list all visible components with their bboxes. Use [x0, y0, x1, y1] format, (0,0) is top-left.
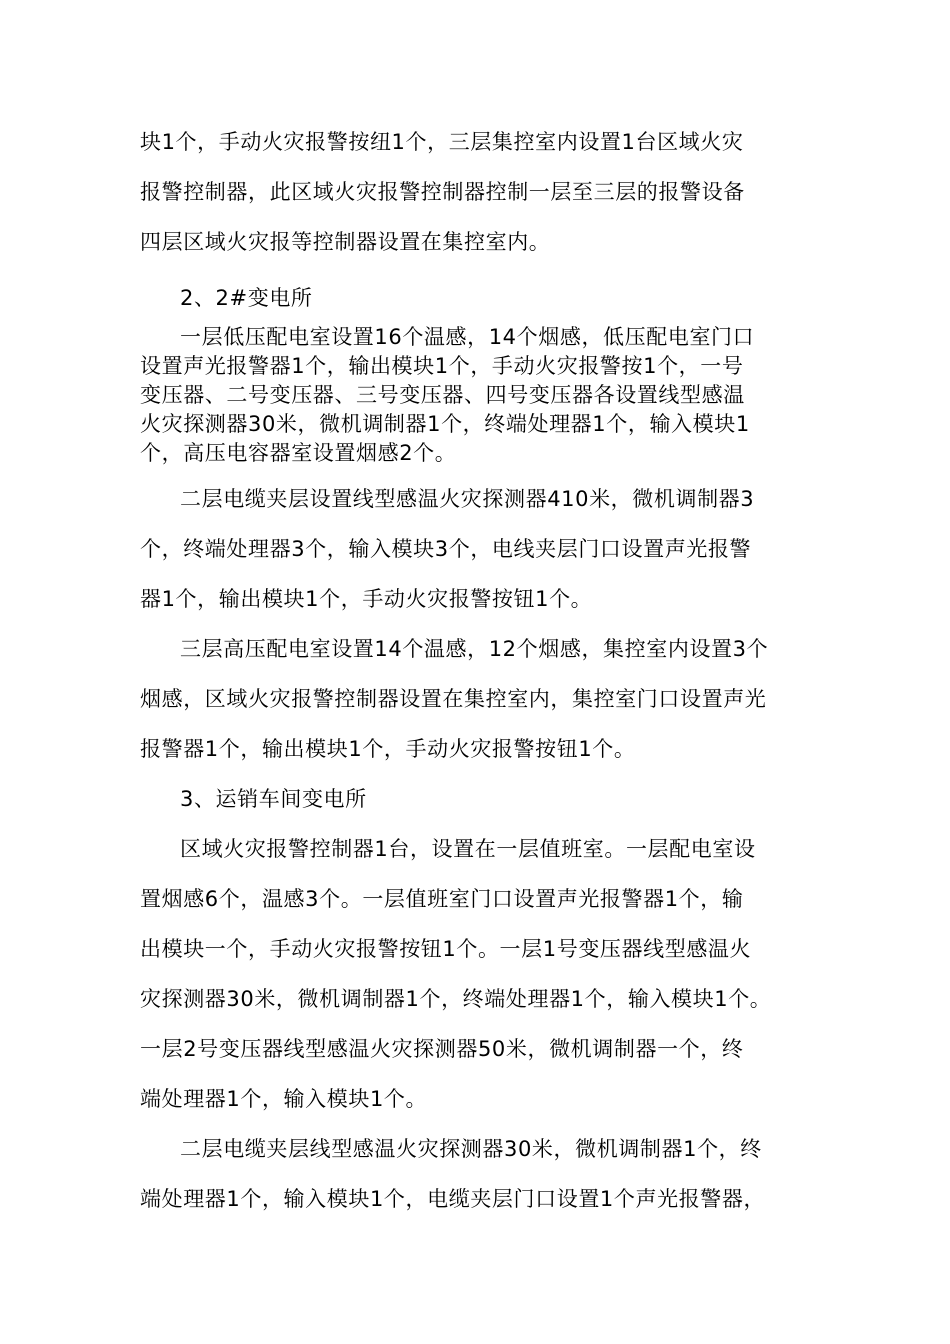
text-line: 火灾探测器30米，微机调制器1个，终端处理器1个，输入模块1	[140, 412, 750, 436]
paragraph-2-1	[140, 323, 830, 468]
top-spacer	[140, 0, 830, 117]
text-line: 烟感，区域火灾报警控制器设置在集控室内，集控室门口设置声光	[140, 687, 767, 711]
text-line: 块1个，手动火灾报警按纽1个，三层集控室内设置1台区域火灾	[140, 130, 744, 154]
text-line: 报警器1个，输出模块1个，手动火灾报警按钮1个。	[140, 737, 636, 761]
text-line: 二层电缆夹层线型感温火灾探测器30米，微机调制器1个，终	[180, 1137, 762, 1161]
document-body	[140, 0, 830, 1224]
text-line: 器1个，输出模块1个，手动火灾报警按钮1个。	[140, 587, 593, 611]
text-line: 二层电缆夹层设置线型感温火灾探测器410米，微机调制器3	[180, 487, 755, 511]
text-line: 置烟感6个，温感3个。一层值班室门口设置声光报警器1个，输	[140, 887, 744, 911]
text-line: 四层区域火灾报等控制器设置在集控室内。	[140, 230, 551, 254]
text-line: 一层低压配电室设置16个温感，14个烟感，低压配电室门口	[180, 325, 755, 349]
section-heading-2: 2、2#变电所	[180, 286, 313, 310]
paragraph-2-3	[140, 624, 830, 774]
text-line: 灾探测器30米，微机调制器1个，终端处理器1个，输入模块1个。	[140, 987, 772, 1011]
text-line: 区域火灾报警控制器1台，设置在一层值班室。一层配电室设	[180, 837, 756, 861]
paragraph-3-1	[140, 824, 830, 1124]
text-line: 出模块一个，手动火灾报警按钮1个。一层1号变压器线型感温火	[140, 937, 752, 961]
text-line: 一层2号变压器线型感温火灾探测器50米，微机调制器一个，终	[140, 1037, 744, 1061]
paragraph-3-2	[140, 1124, 830, 1224]
text-line: 个，高压电容器室设置烟感2个。	[140, 441, 457, 465]
text-line: 端处理器1个，输入模块1个，电缆夹层门口设置1个声光报警器，	[140, 1187, 766, 1211]
section-heading-3: 3、运销车间变电所	[180, 787, 367, 811]
text-line: 三层高压配电室设置14个温感，12个烟感，集控室内设置3个	[180, 637, 769, 661]
text-line: 端处理器1个，输入模块1个。	[140, 1087, 428, 1111]
text-line: 变压器、二号变压器、三号变压器、四号变压器各设置线型感温	[140, 383, 745, 407]
text-line: 个，终端处理器3个，输入模块3个，电线夹层门口设置声光报警	[140, 537, 752, 561]
text-line: 报警控制器，此区域火灾报警控制器控制一层至三层的报警设备	[140, 180, 745, 204]
paragraph-continued	[140, 117, 830, 267]
paragraph-2-2	[140, 474, 830, 624]
text-line: 设置声光报警器1个，输出模块1个，手动火灾报警按1个，一号	[140, 354, 744, 378]
